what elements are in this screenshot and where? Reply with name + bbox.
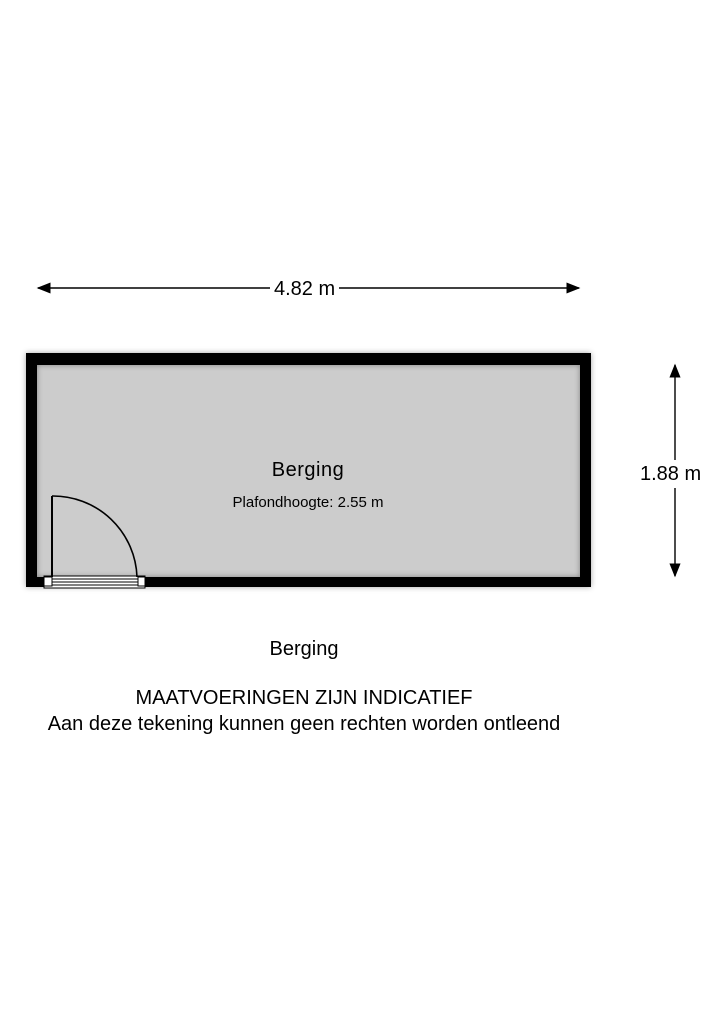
disclaimer-text: Aan deze tekening kunnen geen rechten worden ontleend (47, 713, 561, 735)
room-name-label: Berging (271, 459, 345, 481)
ceiling-height-label: Plafondhoogte: 2.55 m (232, 494, 384, 511)
height-dimension-label: 1.88 m (640, 460, 701, 488)
width-dimension-label: 4.82 m (270, 277, 339, 301)
door-jamb-right (138, 577, 145, 586)
door-jamb-left (44, 577, 52, 586)
floor-caption: Berging (269, 638, 339, 660)
disclaimer-title: MAATVOERINGEN ZIJN INDICATIEF (135, 687, 473, 709)
